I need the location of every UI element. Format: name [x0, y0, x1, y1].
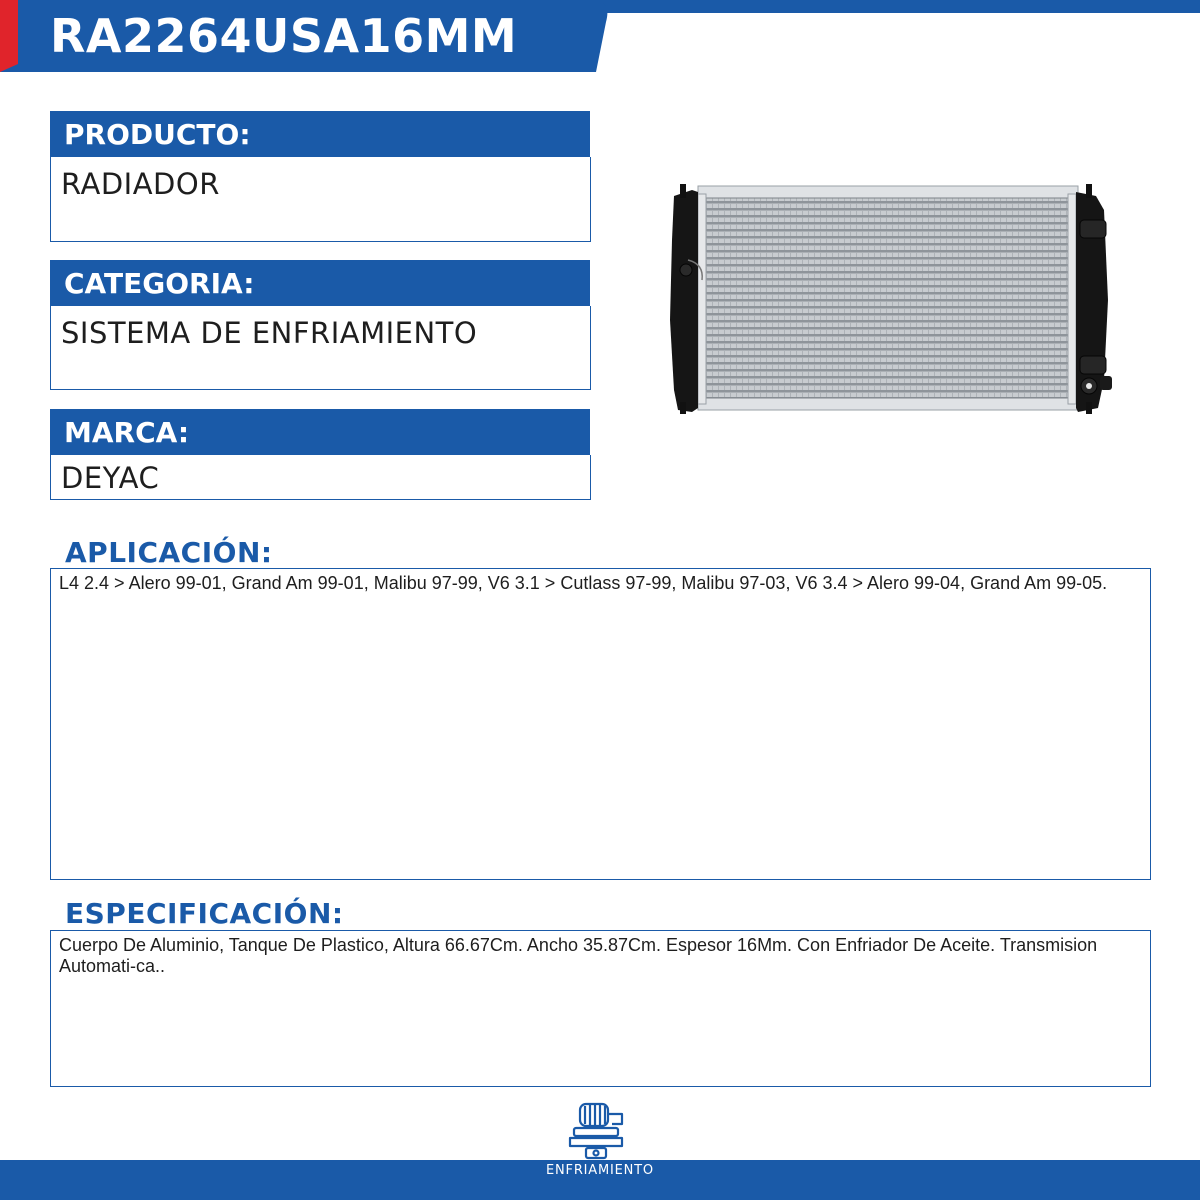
product-code-title: RA2264USA16MM — [50, 9, 518, 63]
categoria-value: SISTEMA DE ENFRIAMIENTO — [50, 306, 591, 390]
radiator-image — [668, 180, 1116, 418]
categoria-label: CATEGORIA: — [50, 260, 590, 306]
footer-category-label: ENFRIAMIENTO — [546, 1163, 654, 1178]
marca-label: MARCA: — [50, 409, 590, 455]
especificacion-box — [50, 930, 1151, 1087]
marca-value: DEYAC — [50, 455, 591, 500]
radiator-cooling-icon — [566, 1100, 636, 1164]
especificacion-title: ESPECIFICACIÓN: — [65, 897, 344, 930]
aplicacion-title: APLICACIÓN: — [65, 536, 273, 569]
producto-label: PRODUCTO: — [50, 111, 590, 157]
aplicacion-text: L4 2.4 > Alero 99-01, Grand Am 99-01, Malibu 97-99, V6 3.1 > Cutlass 97-99, Malibu 97-03, V6 3.4 > Alero 99-04, Grand Am 99-05. — [59, 573, 1108, 593]
aplicacion-box — [50, 568, 1151, 880]
especificacion-text: Cuerpo De Aluminio, Tanque De Plastico, Altura 66.67Cm. Ancho 35.87Cm. Espesor 16Mm. Con Enfriador De Aceite. Transmision Automati-ca.. — [59, 935, 1098, 976]
producto-value: RADIADOR — [50, 157, 591, 242]
